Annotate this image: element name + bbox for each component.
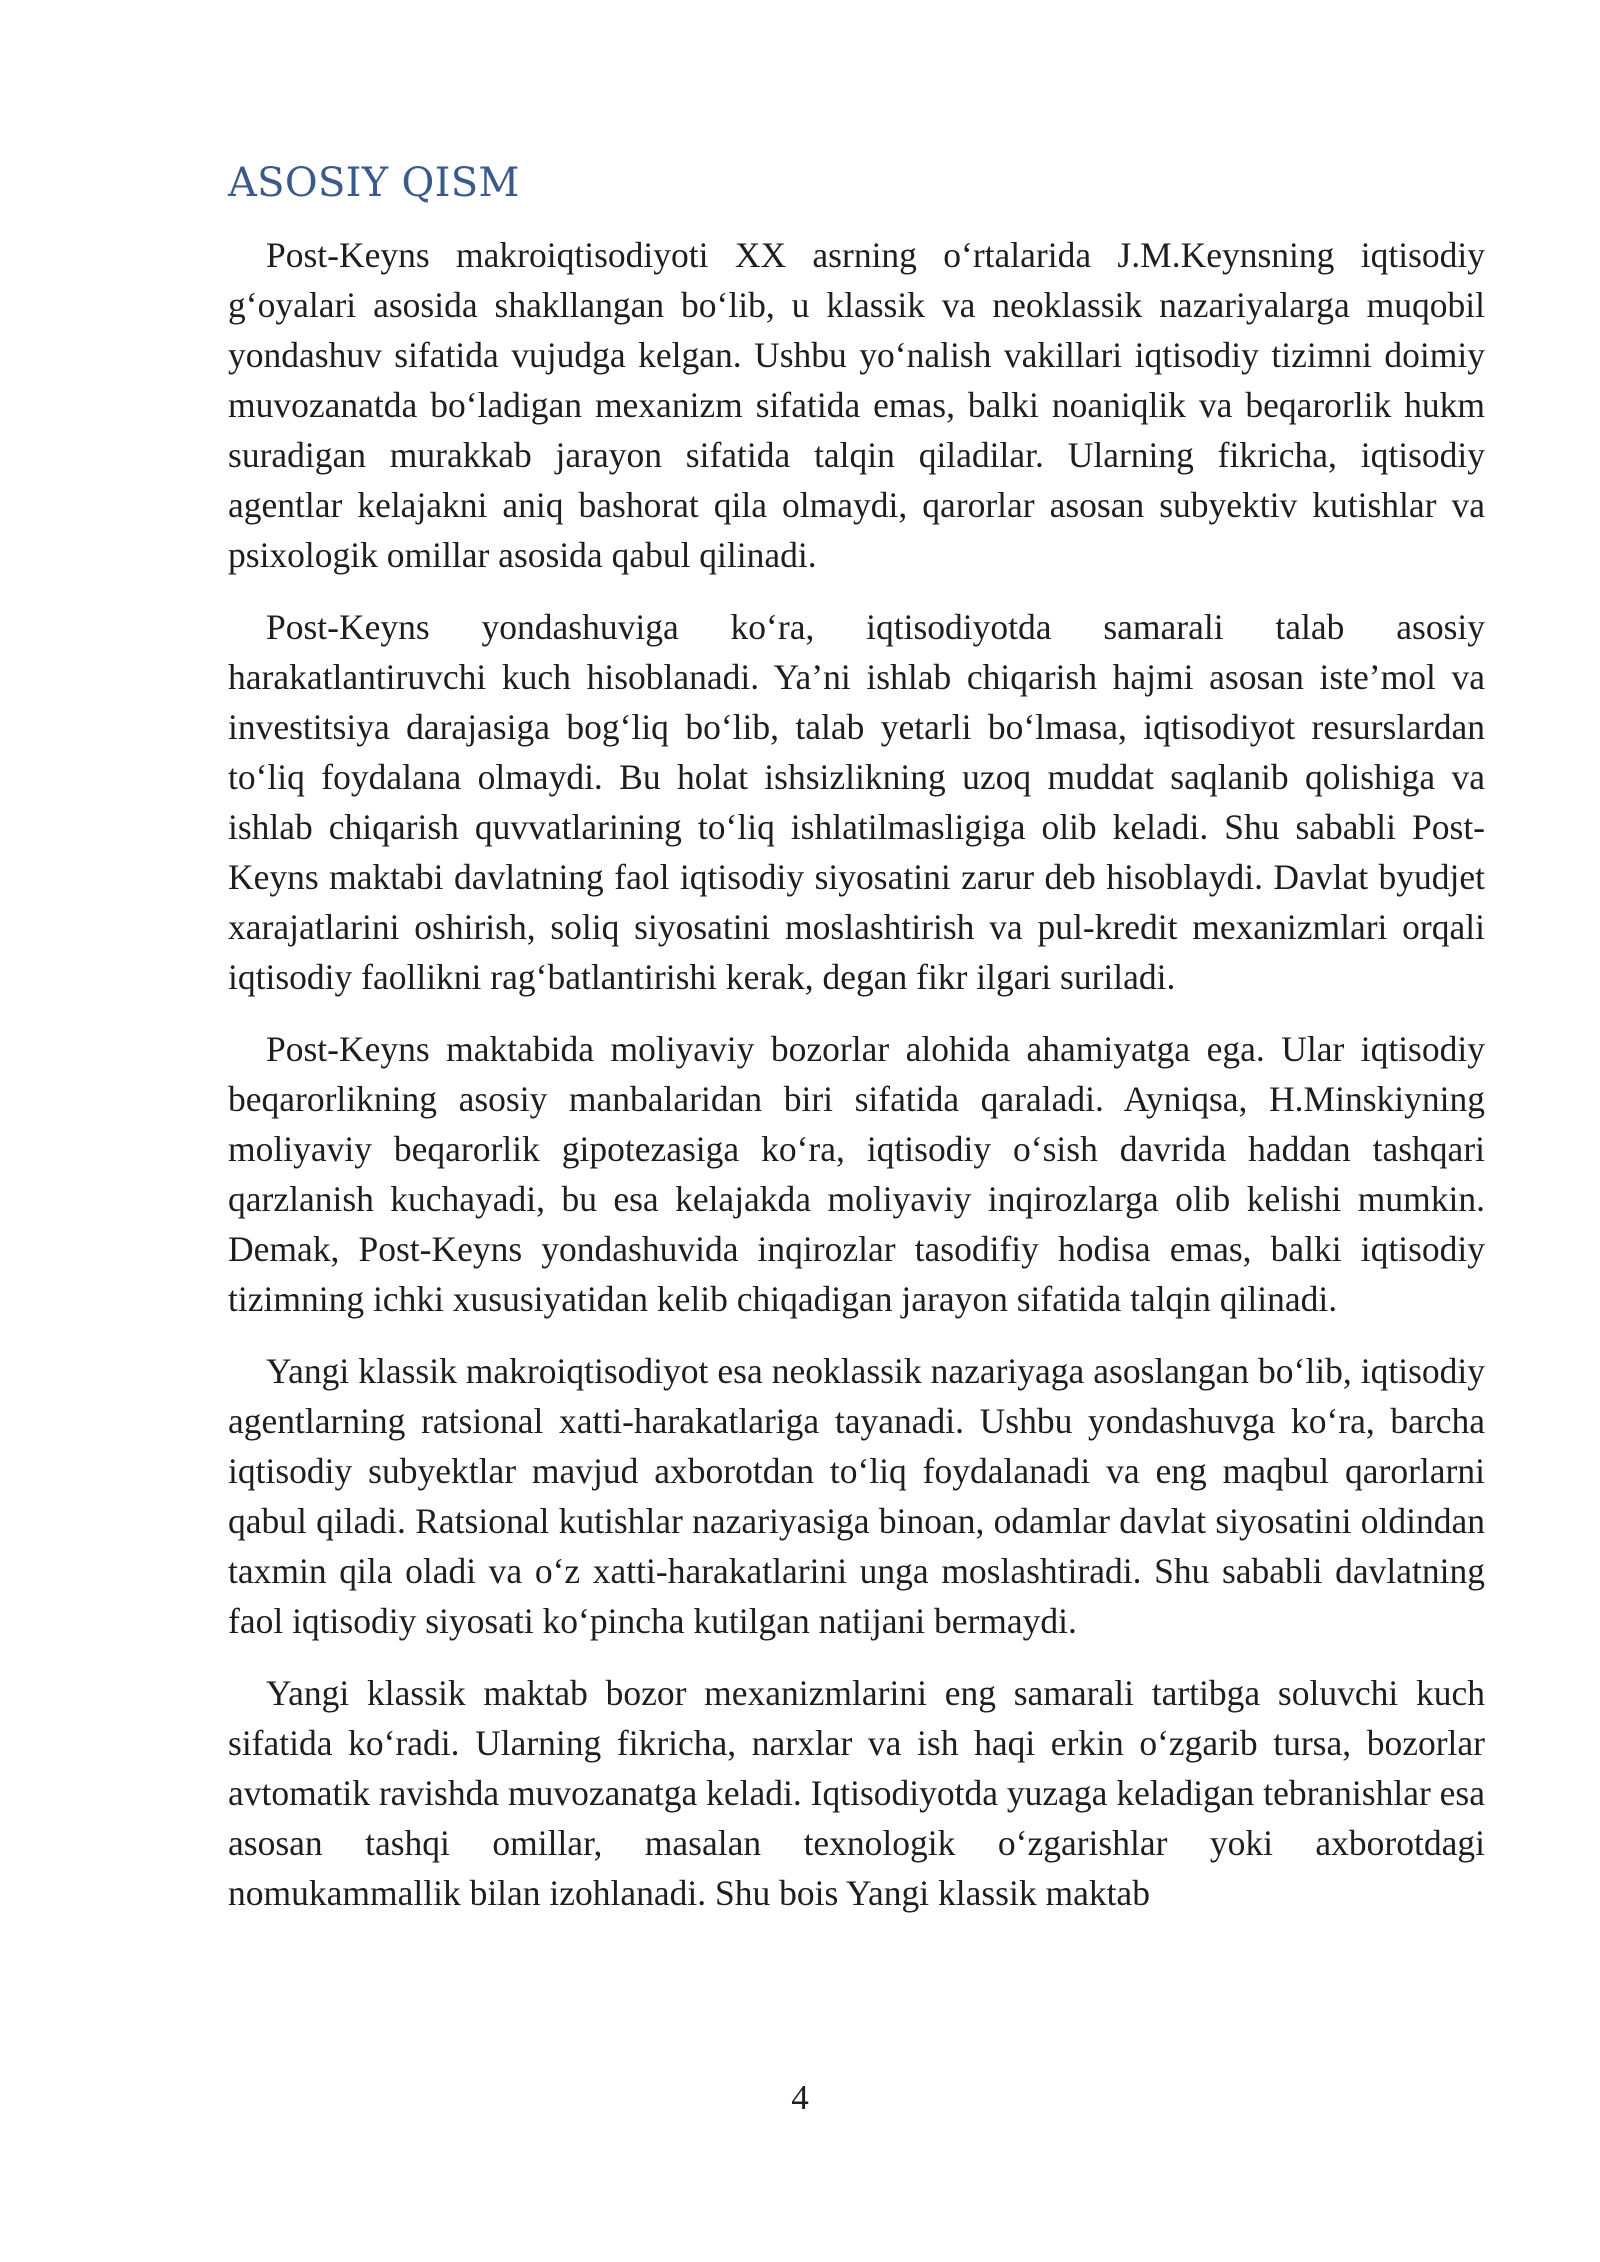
page-number: 4 [791,2078,809,2117]
page-content [228,150,1485,1940]
paragraph-3: Post-Keyns maktabida moliyaviy bozorlar alohida ahamiyatga ega. Ular iqtisodiy beqarorlikning asosiy manbalaridan biri sifatida qaraladi. Ayniqsa, H.Minskiyning moliyaviy beqarorlik gipotezasiga ko‘ra, iqtisodiy o‘sish davrida haddan tashqari qarzlanish kuchayadi, bu esa kelajakda moliyaviy inqirozlarga olib kelishi mumkin. Demak, Post-Keyns yondashuvida inqirozlar tasodifiy hodisa emas, balki iqtisodiy tizimning ichki xususiyatidan kelib chiqadigan jarayon sifatida talqin qilinadi. [228,1029,1485,1319]
section-heading: ASOSIY QISM [228,160,520,206]
paragraph-2: Post-Keyns yondashuviga ko‘ra, iqtisodiyotda samarali talab asosiy harakatlantiruvchi kuch hisoblanadi. Ya’ni ishlab chiqarish hajmi asosan iste’mol va investitsiya darajasiga bog‘liq bo‘lib, talab yetarli bo‘lmasa, iqtisodiyot resurslardan to‘liq foydalana olmaydi. Bu holat ishsizlikning uzoq muddat saqlanib qolishiga va ishlab chiqarish quvvatlarining to‘liq ishlatilmasligiga olib keladi. Shu sababli Post-Keyns maktabi davlatning faol iqtisodiy siyosatini zarur deb hisoblaydi. Davlat byudjet xarajatlarini oshirish, soliq siyosatini moslashtirish va pul-kredit mexanizmlari orqali iqtisodiy faollikni rag‘batlantirishi kerak, degan fikr ilgari suriladi. [228,607,1485,997]
paragraph-1: Post-Keyns makroiqtisodiyoti XX asrning o‘rtalarida J.M.Keynsning iqtisodiy g‘oyalari asosida shakllangan bo‘lib, u klassik va neoklassik nazariyalarga muqobil yondashuv sifatida vujudga kelgan. Ushbu yo‘nalish vakillari iqtisodiy tizimni doimiy muvozanatda bo‘ladigan mexanizm sifatida emas, balki noaniqlik va beqarorlik hukm suradigan murakkab jarayon sifatida talqin qiladilar. Ularning fikricha, iqtisodiy agentlar kelajakni aniq bashorat qila olmaydi, qarorlar asosan subyektiv kutishlar va psixologik omillar asosida qabul qilinadi. [228,235,1485,575]
paragraph-4: Yangi klassik makroiqtisodiyot esa neoklassik nazariyaga asoslangan bo‘lib, iqtisodiy agentlarning ratsional xatti-harakatlariga tayanadi. Ushbu yondashuvga ko‘ra, barcha iqtisodiy subyektlar mavjud axborotdan to‘liq foydalanadi va eng maqbul qarorlarni qabul qiladi. Ratsional kutishlar nazariyasiga binoan, odamlar davlat siyosatini oldindan taxmin qila oladi va o‘z xatti-harakatlarini unga moslashtiradi. Shu sababli davlatning faol iqtisodiy siyosati ko‘pincha kutilgan natijani bermaydi. [228,1351,1485,1641]
paragraph-5: Yangi klassik maktab bozor mexanizmlarini eng samarali tartibga soluvchi kuch sifatida ko‘radi. Ularning fikricha, narxlar va ish haqi erkin o‘zgarib tursa, bozorlar avtomatik ravishda muvozanatga keladi. Iqtisodiyotda yuzaga keladigan tebranishlar esa asosan tashqi omillar, masalan texnologik o‘zgarishlar yoki axborotdagi nomukammallik bilan izohlanadi. Shu bois Yangi klassik maktab [228,1673,1485,1913]
